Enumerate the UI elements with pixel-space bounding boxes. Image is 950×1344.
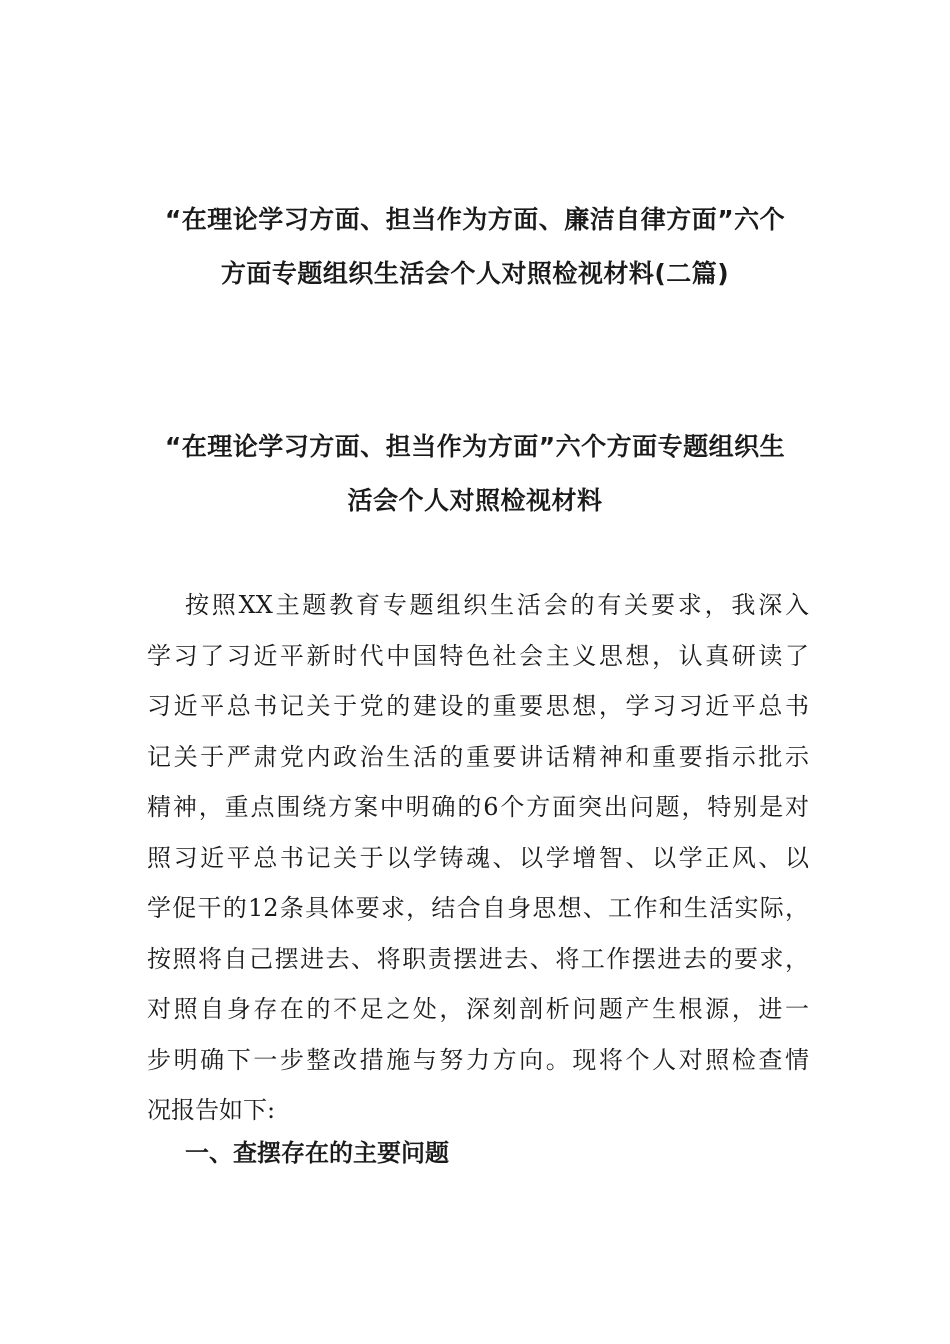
body-paragraph [147,580,809,1136]
body-line: 精神，重点围绕方案中明确的6个方面突出问题，特别是对 [147,793,809,821]
body-line: 照习近平总书记关于以学铸魂、以学增智、以学正风、以 [147,843,809,872]
body-line: 步明确下一步整改措施与努力方向。现将个人对照检查情 [147,1045,809,1074]
main-title-line-1: “在理论学习方面、担当作为方面、廉洁自律方面”六个 [164,205,786,234]
body-line: 学促干的12条具体要求，结合自身思想、工作和生活实际， [147,894,809,922]
body-line: 对照自身存在的不足之处，深刻剖析问题产生根源，进一 [147,995,809,1023]
body-line: 况报告如下: [147,1096,276,1124]
main-title [140,193,810,301]
body-line: 记关于严肃党内政治生活的重要讲话精神和重要指示批示 [147,742,809,771]
sub-title [140,420,810,528]
main-title-line-2: 方面专题组织生活会个人对照检视材料(二篇) [220,259,730,288]
sub-title-line-2: 活会个人对照检视材料 [347,486,603,515]
section-heading: 一、查摆存在的主要问题 [185,1139,449,1167]
body-line: 习近平总书记关于党的建设的重要思想，学习习近平总书 [147,692,809,720]
body-line: 按照XX主题教育专题组织生活会的有关要求，我深入 [185,591,809,619]
sub-title-line-1: “在理论学习方面、担当作为方面”六个方面专题组织生 [164,432,786,461]
body-line: 学习了习近平新时代中国特色社会主义思想，认真研读了 [147,641,809,670]
body-line: 按照将自己摆进去、将职责摆进去、将工作摆进去的要求， [147,944,809,973]
